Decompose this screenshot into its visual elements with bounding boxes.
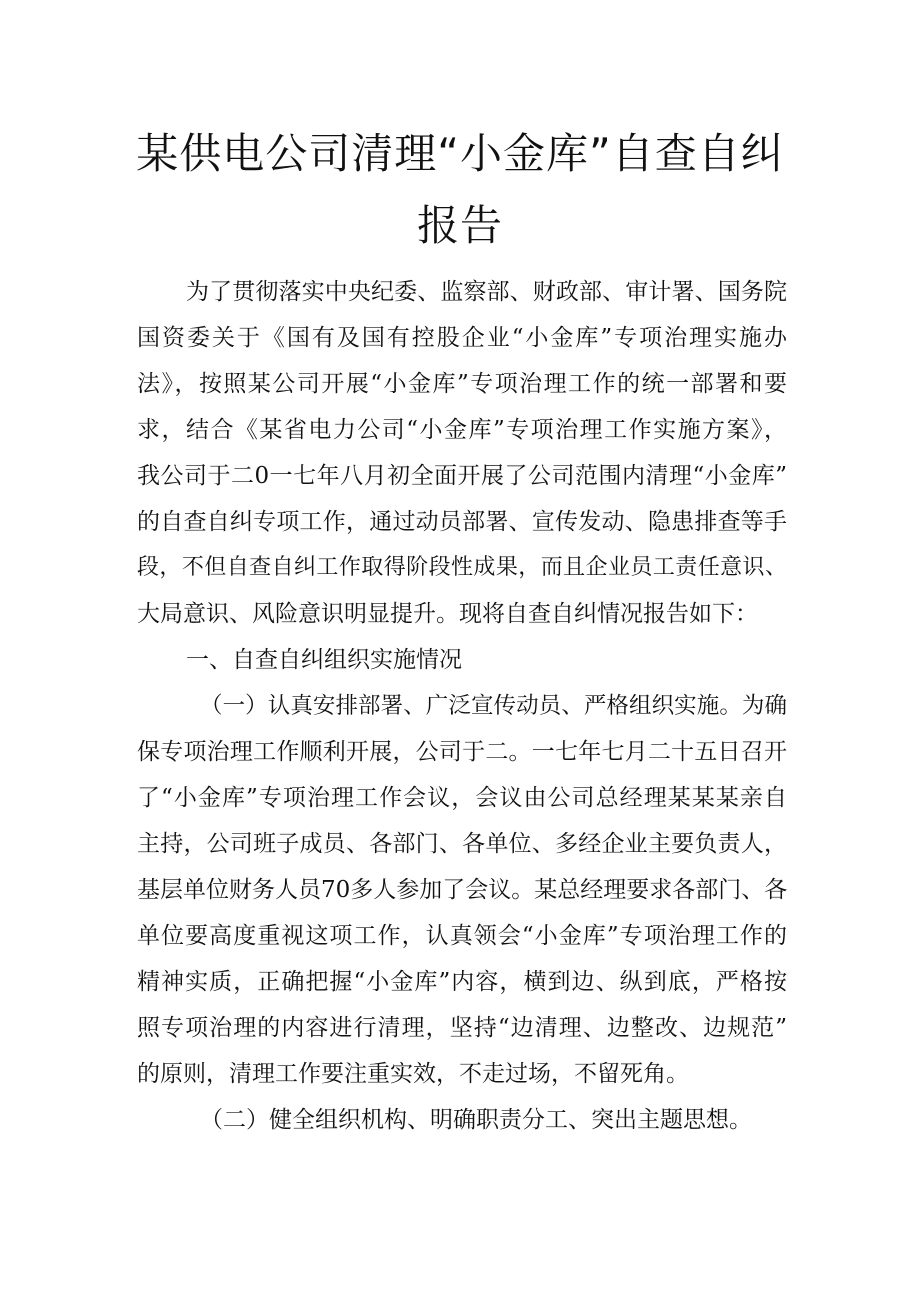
paragraph-line: 我公司于二0一七年八月初全面开展了公司范围内清理“小金库” [137,463,787,489]
paragraph-line: 主持，公司班子成员、各部门、各单位、多经企业主要负责人， [137,831,787,857]
paragraph-line: 基层单位财务人员70多人参加了会议。某总经理要求各部门、各 [137,877,788,903]
paragraph-line: 求，结合《某省电力公司“小金库”专项治理工作实施方案》， [137,417,787,443]
paragraph-line: 的自查自纠专项工作，通过动员部署、宣传发动、隐患排查等手 [137,509,787,535]
paragraph-line: 段，不但自查自纠工作取得阶段性成果，而且企业员工责任意识、 [137,555,787,580]
paragraph-line: 国资委关于《国有及国有控股企业“小金库”专项治理实施办 [137,325,787,351]
document-title-line-2: 报告 [416,201,503,250]
paragraph-line: 的原则，清理工作要注重实效，不走过场，不留死角。 [137,1061,689,1087]
paragraph-line: 保专项治理工作顺利开展，公司于二。一七年七月二十五日召开 [137,739,787,765]
subsection-heading: （二）健全组织机构、明确职责分工、突出主题思想。 [200,1107,752,1133]
section-heading: 一、自查自纠组织实施情况 [186,647,462,673]
paragraph-line: 精神实质，正确把握“小金库”内容，横到边、纵到底，严格按 [137,969,787,995]
paragraph-line: （一）认真安排部署、广泛宣传动员、严格组织实施。为确 [200,693,787,719]
paragraph-line: 照专项治理的内容进行清理，坚持“边清理、边整改、边规范” [137,1015,787,1041]
paragraph-line: 单位要高度重视这项工作，认真领会“小金库”专项治理工作的 [137,923,787,949]
paragraph-line: 大局意识、风险意识明显提升。现将自查自纠情况报告如下： [137,601,758,627]
paragraph-line: 为了贯彻落实中央纪委、监察部、财政部、审计署、国务院 [186,279,787,305]
paragraph-line: 法》，按照某公司开展“小金库”专项治理工作的统一部署和要 [137,371,787,397]
paragraph-line: 了“小金库”专项治理工作会议，会议由公司总经理某某某亲自 [137,785,787,811]
document-title-line-1: 某供电公司清理“小金库”自查自纠 [136,129,784,178]
